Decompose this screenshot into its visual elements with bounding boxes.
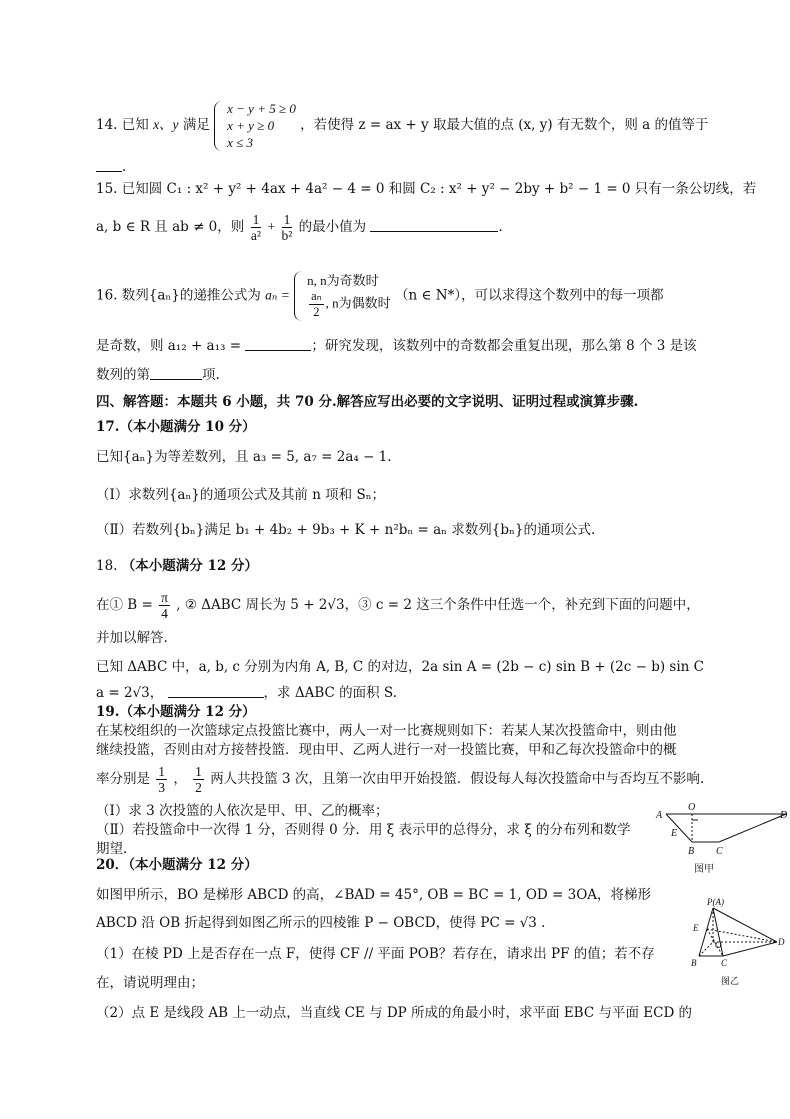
q18-pi-num: π	[161, 590, 168, 605]
q16-case-1: n, n为奇数时	[307, 273, 379, 288]
fig-yi-edge-CD	[723, 942, 777, 956]
q16-line2-b: ；研究发现，该数列中的奇数都会重复出现，那么第 8 个 3 是该	[311, 338, 697, 354]
q16-case-2-text: , n为偶数时	[325, 295, 391, 311]
q15-end: .	[498, 219, 503, 235]
q15-cond: a, b ∈ R 且 ab ≠ 0，则	[96, 219, 245, 235]
q18-title: （本小题满分 12 分）	[121, 558, 258, 574]
q16-line3-b: 项.	[202, 367, 220, 383]
q17-stem: 已知{aₙ}为等差数列，且 a₃ = 5, a₇ = 2a₄ − 1.	[96, 449, 392, 465]
q15-frac-2	[282, 212, 293, 243]
q19-part-3: 期望．	[96, 841, 137, 857]
fig-jia-label-A: A	[656, 810, 663, 821]
figure-yi	[685, 896, 785, 992]
q18-line-2: 并加以解答.	[96, 630, 168, 646]
fig-yi-caption: 图乙	[721, 976, 740, 986]
q16-case-2	[307, 289, 391, 320]
q19-line-1: 在某校组织的一次篮球定点投篮比赛中，两人一对一比赛规则如下：若某人某次投篮命中，则由他	[96, 723, 677, 739]
q14-tail: ，若使得 z = ax + y 取最大值的点 (x, y) 有无数个，则 a 的值等于	[300, 117, 709, 133]
q16-line3-a: 数列的第	[96, 367, 150, 383]
q19-frac-2-den: 2	[195, 780, 202, 795]
q14-answer-line	[96, 158, 126, 176]
q19-frac-2-num: 1	[195, 764, 202, 779]
q14-brace	[214, 101, 223, 151]
q16-case-2-frac	[309, 289, 324, 320]
q19-part-2: （Ⅱ）若投篮命中一次得 1 分，否则得 0 分．用 ξ 表示甲的总得分，求 ξ 的分布列和数学	[96, 822, 631, 838]
fig-jia-side-CD	[719, 814, 786, 842]
q14-ineq-2: x + y ≥ 0	[227, 118, 275, 133]
q19-line3-a: 率分别是	[96, 771, 150, 787]
q14-vars: x、y	[153, 117, 179, 132]
q18-pi-frac	[159, 590, 170, 621]
q15-line-2	[96, 212, 503, 243]
fig-yi-label-C: C	[721, 958, 728, 968]
q17-heading: 17.（本小题满分 10 分）	[96, 419, 256, 435]
q16-line2-a: 是奇数，则 a₁₂ + a₁₃ =	[96, 338, 242, 354]
q18-heading	[96, 557, 258, 575]
q16-tail: ，可以求得这个数列中的每一项都	[461, 287, 664, 304]
q19-heading: 19.（本小题满分 12 分）	[96, 704, 256, 720]
q19-line-2: 继续投篮，否则由对方接替投篮．现由甲、乙两人进行一对一投篮比赛，甲和乙每次投篮命中的概	[96, 742, 677, 758]
fig-yi-edge-PD	[713, 908, 777, 942]
q14-system	[227, 100, 296, 151]
q16-blank-1	[245, 337, 311, 351]
q18-blank	[168, 684, 264, 698]
q19-frac-2	[193, 764, 204, 795]
q19-frac-1	[156, 764, 167, 795]
fig-yi-label-P: P(A)	[707, 897, 724, 907]
fig-jia-label-O: O	[688, 802, 696, 813]
q15-blank	[370, 218, 498, 232]
fig-jia-side-AB	[666, 814, 692, 842]
q14-cond: 满足	[182, 117, 210, 133]
q19-part-1: （Ⅰ）求 3 次投篮的人依次是甲、甲、乙的概率；	[96, 803, 389, 819]
q18-line-1	[96, 590, 700, 621]
q19-frac-1-num: 1	[158, 764, 166, 779]
q16-brace	[294, 271, 303, 321]
q15-ask: 的最小值为	[298, 219, 367, 235]
q15-plus: +	[267, 219, 276, 234]
fig-yi-edge-PB	[699, 908, 713, 956]
q14-lead: 14. 已知	[96, 117, 149, 133]
q16-an: aₙ =	[265, 287, 290, 303]
q20-heading: 20．（本小题满分 12 分）	[96, 857, 258, 873]
q19-frac-1-den: 3	[158, 780, 166, 795]
q16-frac-num: aₙ	[311, 289, 322, 303]
section-4-heading: 四、解答题：本题共 6 小题，共 70 分.解答应写出必要的文字说明、证明过程或演算步骤.	[96, 394, 639, 410]
q19-sep: ，	[173, 771, 187, 787]
fig-jia-label-C: C	[716, 846, 723, 857]
fig-jia-label-D: D	[780, 810, 788, 821]
fig-yi-label-E: E	[693, 923, 699, 933]
q16-cond: （n ∈ N*）	[394, 287, 462, 304]
q14-ineq-3: x ≤ 3	[227, 135, 254, 150]
figure-jia	[650, 798, 790, 878]
q19-line-3	[96, 764, 704, 795]
q18-line-4	[96, 684, 397, 702]
fig-jia-label-E: E	[671, 828, 678, 839]
q14-blank	[96, 158, 122, 172]
q14-ineq-1: x − y + 5 ≥ 0	[227, 101, 296, 116]
q16-lead: 16. 数列{aₙ}的递推公式为	[96, 287, 261, 304]
q18-line4-a: a = 2√3，	[96, 685, 164, 701]
q16-cases	[307, 272, 391, 320]
q18-cond-b: , ② ΔABC 周长为 5 + 2√3，③ c = 2 这三个条件中任选一个，补充到下面的问题中，	[176, 597, 700, 613]
q15-frac-2-den: b²	[281, 228, 293, 243]
q16-blank-2	[150, 366, 202, 380]
q17-part-2: （Ⅱ）若数列{bₙ}满足 b₁ + 4b₂ + 9b₃ + K + n²bₙ = aₙ 求数列{bₙ}的通项公式.	[96, 522, 596, 538]
q19-line3-b: 两人共投篮 3 次，且第一次由甲开始投篮．假设每人每次投篮命中与否均互不影响.	[210, 771, 705, 787]
q16-frac-den: 2	[313, 305, 320, 319]
q16-line-3	[96, 366, 220, 384]
q20-part-1a: （1）在棱 PD 上是否存在一点 F，使得 CF // 平面 POB？若存在，请求出 PF 的值；若不存	[96, 946, 655, 962]
q20-line-1: 如图甲所示，BO 是梯形 ABCD 的高，∠BAD = 45°, OB = BC = 1, OD = 3OA，将梯形	[96, 887, 652, 903]
q15-frac-1-num: 1	[252, 212, 260, 227]
q20-part-1b: 在，请说明理由；	[96, 975, 204, 991]
q20-line-2: ABCD 沿 OB 折起得到如图乙所示的四棱锥 P − OBCD，使得 PC = √3 .	[96, 915, 546, 931]
fig-yi-label-O: O	[715, 940, 722, 950]
q15-frac-1	[251, 212, 262, 243]
q18-number: 18.	[96, 558, 118, 574]
q14-end: .	[122, 159, 127, 175]
q15-line-1: 15. 已知圆 C₁ : x² + y² + 4ax + 4a² − 4 = 0 和圆 C₂ : x² + y² − 2by + b² − 1 = 0 只有一条公切线，若	[96, 181, 757, 197]
q17-part-1: （Ⅰ）求数列{aₙ}的通项公式及其前 n 项和 Sₙ；	[96, 487, 386, 503]
fig-yi-label-B: B	[691, 958, 697, 968]
q20-part-2: （2）点 E 是线段 AB 上一动点，当直线 CE 与 DP 所成的角最小时，求平面 EBC 与平面 ECD 的	[96, 1005, 693, 1021]
q18-cond-a: 在① B =	[96, 597, 153, 613]
q15-frac-2-num: 1	[282, 212, 293, 228]
q18-line-3: 已知 ΔABC 中，a, b, c 分别为内角 A, B, C 的对边，2a sin A = (2b − c) sin B + (2c − b) sin C	[96, 659, 704, 675]
q16-line-1	[96, 271, 664, 321]
q18-line4-b: ，求 ΔABC 的面积 S.	[263, 685, 397, 701]
q18-pi-den: 4	[161, 606, 168, 621]
q14	[96, 100, 709, 151]
fig-jia-caption: 图甲	[694, 864, 714, 875]
fig-jia-label-B: B	[688, 846, 695, 857]
fig-yi-label-D: D	[778, 937, 785, 947]
q15-frac-1-den: a²	[250, 228, 261, 243]
q16-line-2	[96, 337, 697, 355]
